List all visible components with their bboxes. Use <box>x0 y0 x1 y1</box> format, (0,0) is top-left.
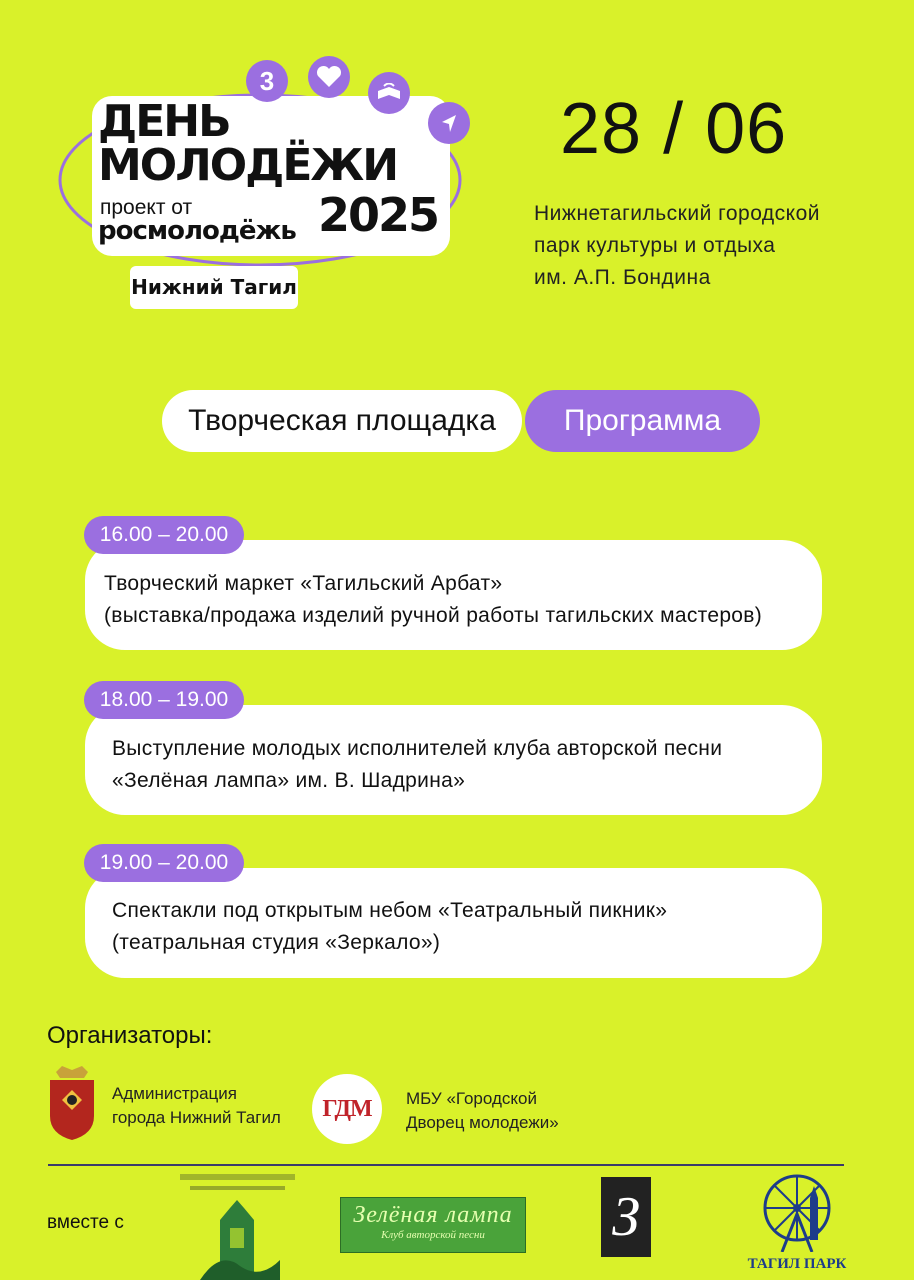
organizer-administration: Администрация города Нижний Тагил <box>112 1084 281 1127</box>
organizers-title: Организаторы: <box>47 1022 213 1049</box>
logo-brand: росмолодёжь <box>98 216 296 246</box>
schedule-time: 18.00 – 19.00 <box>84 681 244 719</box>
heart-icon <box>308 56 350 98</box>
tab-creative-area[interactable]: Творческая площадка <box>162 390 522 452</box>
arrow-icon <box>428 102 470 144</box>
coat-of-arms-icon <box>48 1066 96 1140</box>
book-icon <box>368 72 410 114</box>
logo-subtitle: проект от <box>100 196 193 219</box>
organizer-palace: МБУ «Городской Дворец молодежи» <box>406 1089 559 1132</box>
zerkalo-logo: З <box>601 1177 651 1257</box>
ural-center-logo <box>180 1170 295 1280</box>
schedule-time: 19.00 – 20.00 <box>84 844 244 882</box>
tab-program[interactable]: Программа <box>525 390 760 452</box>
partners-label: вместе с <box>47 1212 124 1233</box>
schedule-description: Выступление молодых исполнителей клуба авторской песни «Зелёная лампа» им. В. Шадрина» <box>112 737 723 792</box>
badge-3: 3 <box>246 60 288 102</box>
schedule-description: Творческий маркет «Тагильский Арбат» (выставка/продажа изделий ручной работы тагильских мастеров) <box>104 572 763 627</box>
gdm-logo: ГДМ <box>312 1074 382 1144</box>
schedule-description: Спектакли под открытым небом «Театральный пикник» (театральная студия «Зеркало») <box>112 899 668 954</box>
schedule-time: 16.00 – 20.00 <box>84 516 244 554</box>
divider <box>48 1164 844 1166</box>
logo-year: 2025 <box>318 188 439 242</box>
city-badge: Нижний Тагил <box>130 266 298 309</box>
event-venue: Нижнетагильский городской парк культуры и отдыха им. А.П. Бондина <box>534 202 821 289</box>
ferris-wheel-icon <box>760 1168 834 1252</box>
event-date: 28 / 06 <box>560 89 788 169</box>
logo-title: ДЕНЬ МОЛОДЁЖИ <box>98 96 398 191</box>
green-lamp-logo: Зелёная лампа Клуб авторской песни <box>340 1197 526 1253</box>
tagil-park-label: ТАГИЛ ПАРК <box>747 1256 847 1272</box>
